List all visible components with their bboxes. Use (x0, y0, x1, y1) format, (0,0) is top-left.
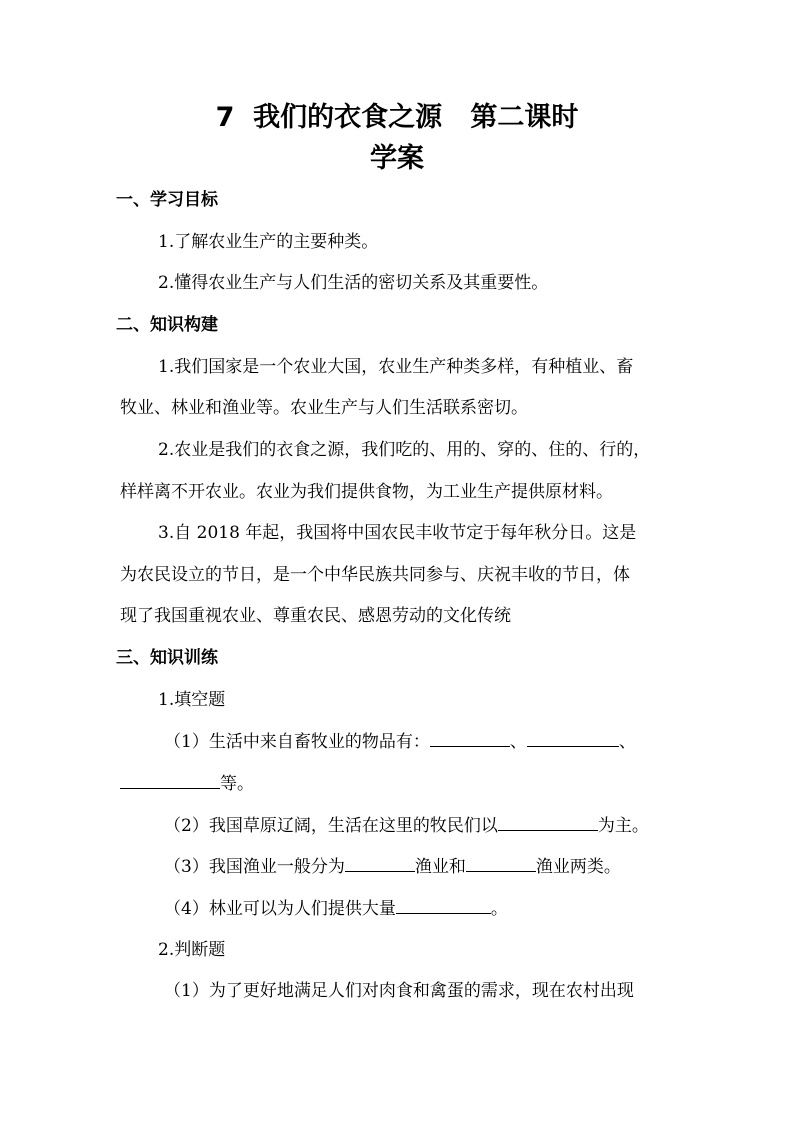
knowledge-paragraph-line: 现了我国重视农业、尊重农民、感恩劳动的文化传统 (120, 606, 511, 626)
true-false-label: 2.判断题 (158, 940, 226, 960)
fill-blank-question (164, 896, 508, 921)
answer-blank[interactable] (466, 854, 536, 872)
true-false-question: （1）为了更好地满足人们对肉食和禽蛋的需求，现在农村出现 (164, 981, 634, 1001)
fill-blank-question (164, 813, 649, 838)
question-text: 渔业和 (414, 857, 466, 877)
separator: 、 (618, 732, 636, 752)
question-text: 等。 (220, 774, 254, 794)
fill-blank-question (164, 729, 636, 754)
question-text: 为主。 (597, 816, 649, 836)
question-text: （4）林业可以为人们提供大量 (164, 899, 396, 919)
section-heading-knowledge: 二、知识构建 (116, 315, 218, 335)
answer-blank[interactable] (120, 771, 220, 789)
question-text: （3）我国渔业一般分为 (164, 857, 345, 877)
separator: 、 (509, 732, 527, 752)
fill-blank-question-continued (120, 771, 254, 796)
knowledge-paragraph-line: 牧业、林业和渔业等。农业生产与人们生活联系密切。 (120, 398, 528, 418)
question-text: 渔业两类。 (535, 857, 621, 877)
answer-blank[interactable] (430, 729, 510, 747)
objective-item: 1.了解农业生产的主要种类。 (158, 232, 379, 252)
knowledge-paragraph-line: 2.农业是我们的衣食之源，我们吃的、用的、穿的、住的、行的， (158, 440, 651, 460)
knowledge-paragraph-line: 为农民设立的节日，是一个中华民族共同参与、庆祝丰收的节日，体 (120, 565, 630, 585)
objective-item: 2.懂得农业生产与人们生活的密切关系及其重要性。 (158, 273, 549, 293)
answer-blank[interactable] (345, 854, 415, 872)
question-text: （2）我国草原辽阔，生活在这里的牧民们以 (164, 816, 498, 836)
question-text: （1）生活中来自畜牧业的物品有： (164, 732, 430, 752)
fill-blank-question (164, 854, 621, 879)
answer-blank[interactable] (527, 729, 619, 747)
answer-blank[interactable] (396, 896, 491, 914)
section-heading-objectives: 一、学习目标 (116, 190, 218, 210)
document-title: 7 我们的衣食之源 第二课时 (215, 102, 579, 133)
knowledge-paragraph-line: 样样离不开农业。农业为我们提供食物，为工业生产提供原材料。 (120, 482, 613, 502)
section-heading-exercises: 三、知识训练 (116, 648, 218, 668)
knowledge-paragraph-line: 3.自 2018 年起，我国将中国农民丰收节定于每年秋分日。这是 (158, 523, 637, 543)
knowledge-paragraph-line: 1.我们国家是一个农业大国，农业生产种类多样，有种植业、畜 (158, 357, 634, 377)
question-text: 。 (490, 899, 508, 919)
document-subtitle: 学案 (370, 143, 424, 174)
answer-blank[interactable] (498, 813, 598, 831)
fill-blank-label: 1.填空题 (158, 690, 226, 710)
